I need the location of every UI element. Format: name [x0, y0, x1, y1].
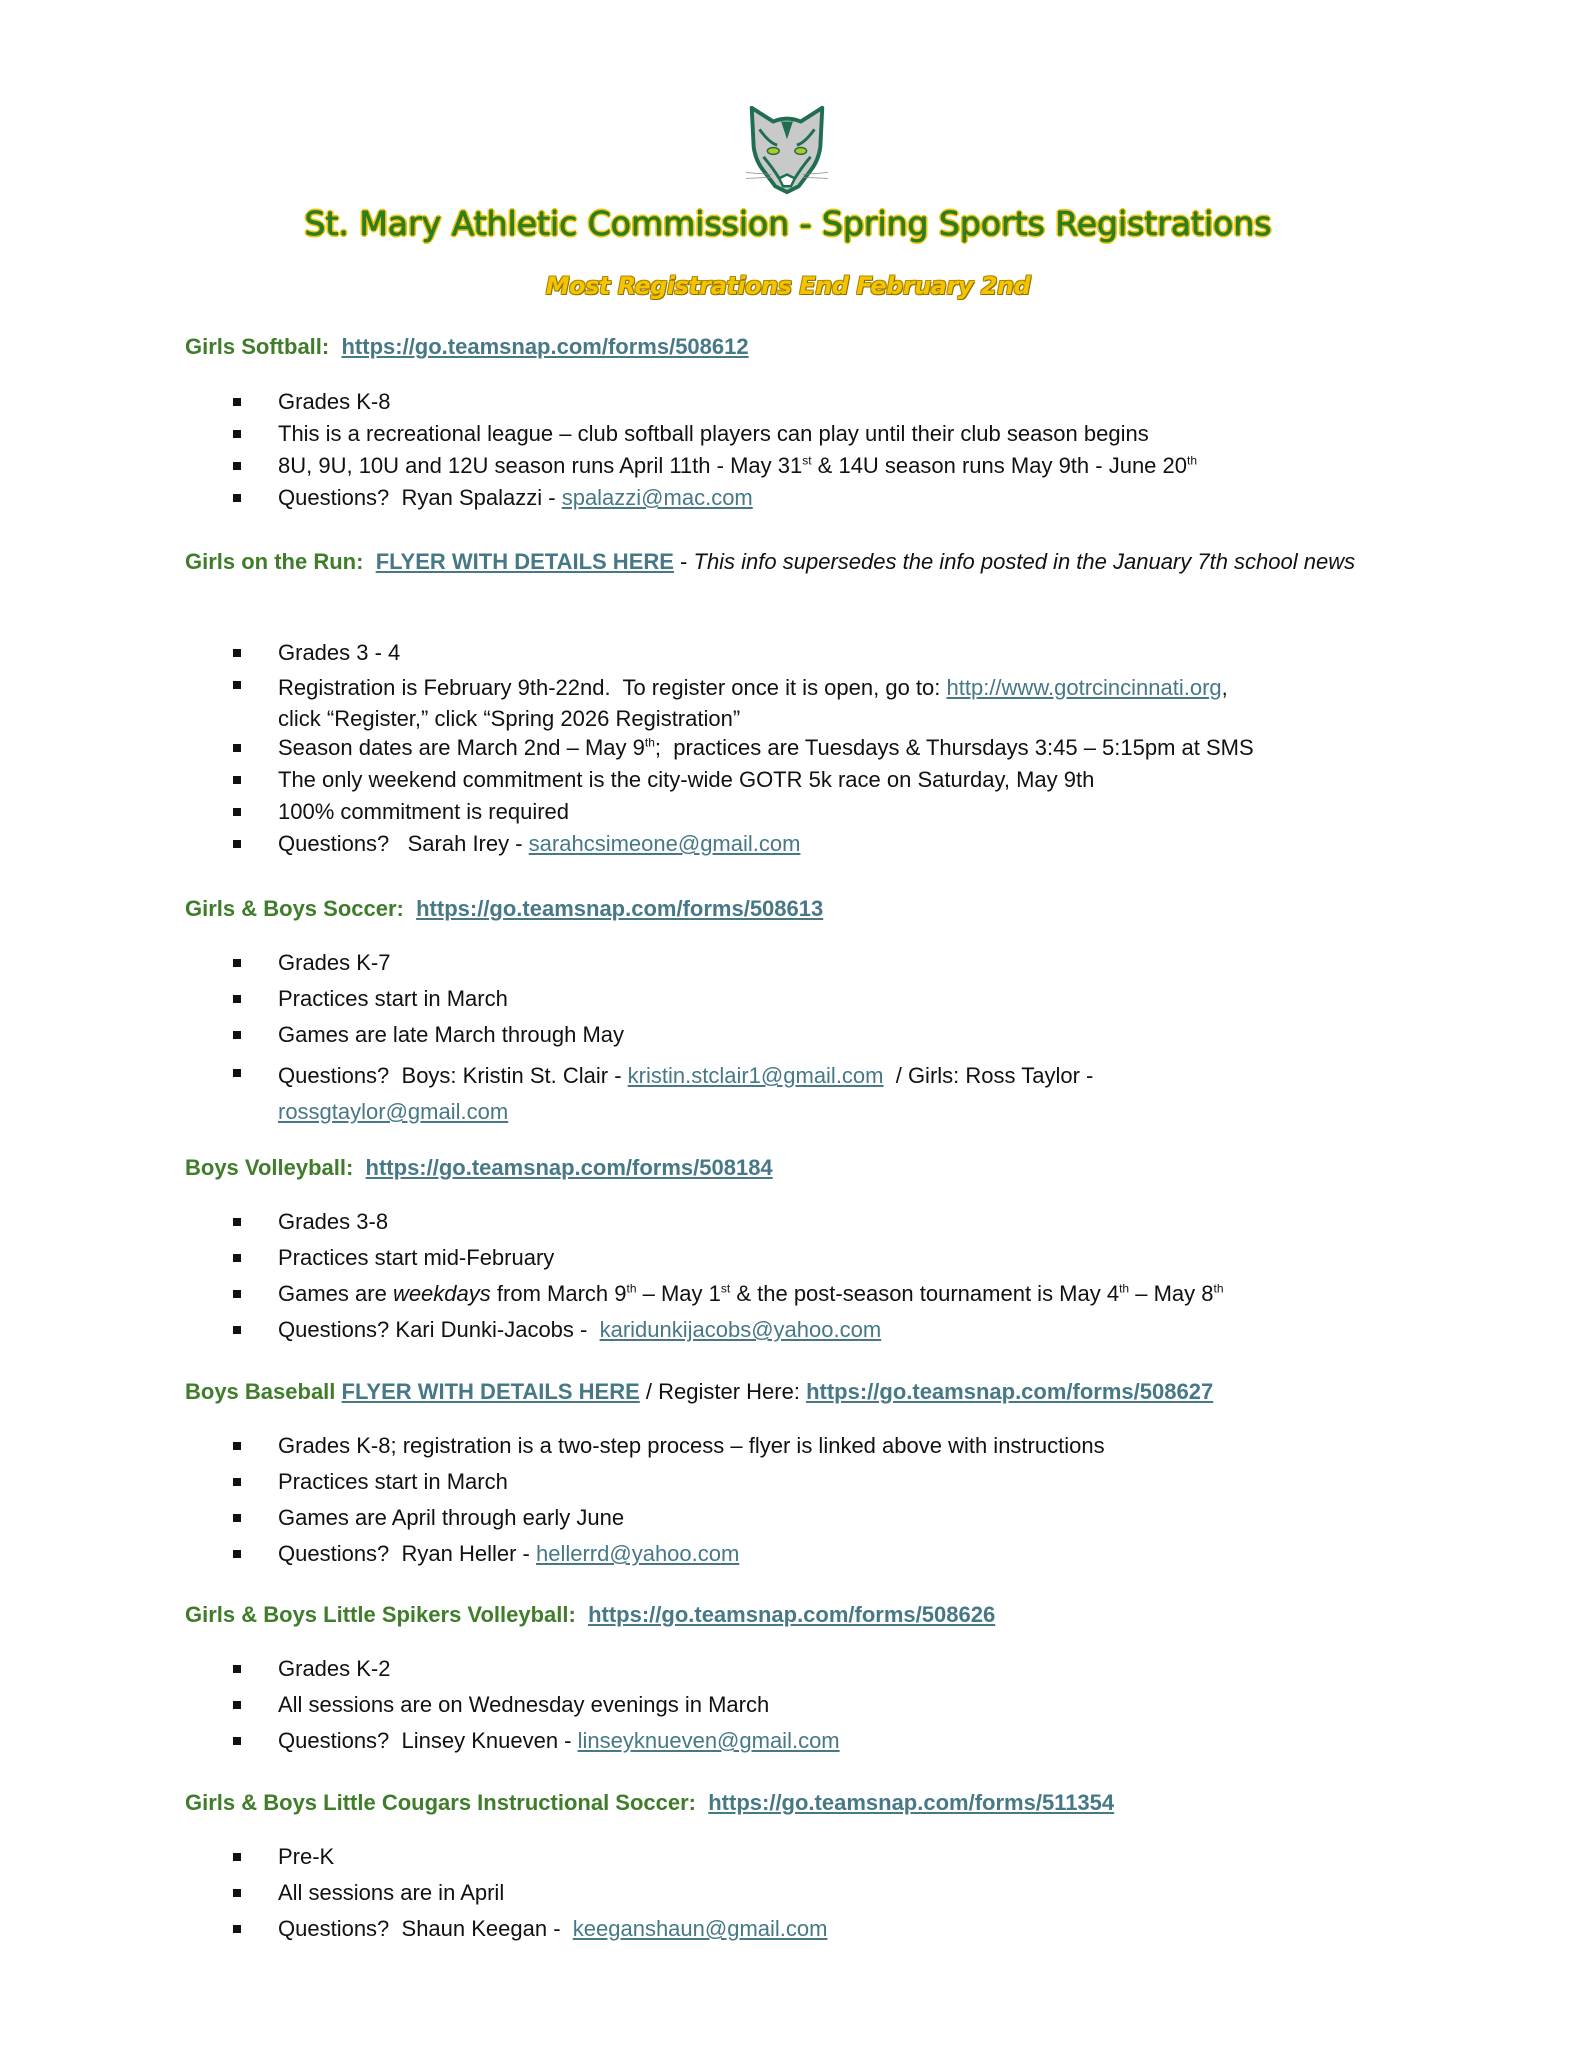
cougar-logo — [738, 100, 836, 198]
section-title: Girls Softball: — [185, 334, 330, 359]
section-title: Girls & Boys Soccer: — [185, 896, 404, 921]
list-item: Grades K-8; registration is a two-step process – flyer is linked above with instructions — [185, 1433, 1365, 1469]
list-item: Pre-K — [185, 1844, 1365, 1880]
list-item: Season dates are March 2nd – May 9th; practices are Tuesdays & Thursdays 3:45 – 5:15pm at SMS — [185, 735, 1365, 767]
bullet-icon — [233, 995, 241, 1003]
section-title: Girls & Boys Little Cougars Instructional Soccer: — [185, 1790, 696, 1815]
bullet-icon — [233, 1701, 241, 1709]
bullet-icon — [233, 1254, 241, 1262]
bullet-icon — [233, 1218, 241, 1226]
bullet-icon — [233, 1290, 241, 1298]
bullet-icon — [233, 398, 241, 406]
flyer-link[interactable]: FLYER WITH DETAILS HERE — [375, 549, 674, 574]
bullet-icon — [233, 1665, 241, 1673]
bullet-icon — [233, 430, 241, 438]
email-link[interactable]: spalazzi@mac.com — [561, 485, 753, 510]
registration-link[interactable]: https://go.teamsnap.com/forms/511354 — [708, 1790, 1115, 1815]
details-list — [185, 1656, 1365, 1764]
list-item: All sessions are in April — [185, 1880, 1365, 1916]
section-heading — [185, 1787, 1365, 1818]
section-heading — [185, 331, 1365, 362]
bullet-icon — [233, 1031, 241, 1039]
email-link[interactable]: rossgtaylor@gmail.com — [278, 1099, 509, 1124]
bullet-icon — [233, 1326, 241, 1334]
section-girls-softball — [185, 331, 1365, 510]
list-item: Questions? Shaun Keegan - keeganshaun@gmail.com — [185, 1916, 1365, 1952]
list-item: Questions? Ryan Heller - hellerrd@yahoo.com — [185, 1541, 1365, 1577]
list-item: Grades K-7 — [185, 950, 1365, 986]
section-title: Girls & Boys Little Spikers Volleyball: — [185, 1602, 576, 1627]
list-item: Questions? Kari Dunki-Jacobs - karidunkijacobs@yahoo.com — [185, 1317, 1365, 1353]
details-list — [185, 950, 1365, 1130]
bullet-icon — [233, 1889, 241, 1897]
list-item: Questions? Linsey Knueven - linseyknueven@gmail.com — [185, 1728, 1365, 1764]
list-item: Games are weekdays from March 9th – May 1st & the post-season tournament is May 4th – May 8th — [185, 1281, 1365, 1317]
email-link[interactable]: keeganshaun@gmail.com — [572, 1916, 828, 1941]
bullet-icon — [233, 1737, 241, 1745]
section-heading: Boys Baseball FLYER WITH DETAILS HERE / Register Here: https://go.teamsnap.com/forms/508627 — [185, 1379, 1214, 1404]
section-boys-baseball — [185, 1376, 1365, 1566]
bullet-icon — [233, 840, 241, 848]
section-boys-volleyball — [185, 1152, 1365, 1342]
email-link[interactable]: kristin.stclair1@gmail.com — [627, 1063, 884, 1088]
section-girls-on-the-run — [185, 546, 1365, 856]
section-heading — [185, 1599, 1365, 1630]
bullet-icon — [233, 1550, 241, 1558]
bullet-icon — [233, 1925, 241, 1933]
bullet-icon — [233, 1069, 241, 1077]
section-title: Boys Baseball — [185, 1379, 336, 1404]
section-heading: Girls on the Run: FLYER WITH DETAILS HERE - This info supersedes the info posted in the January 7th school news — [185, 549, 1356, 574]
email-link[interactable]: hellerrd@yahoo.com — [536, 1541, 740, 1566]
section-title: Girls on the Run: — [185, 549, 364, 574]
list-item: The only weekend commitment is the city-wide GOTR 5k race on Saturday, May 9th — [185, 767, 1365, 799]
bullet-icon — [233, 1853, 241, 1861]
list-item: Games are late March through May — [185, 1022, 1365, 1058]
bullet-icon — [233, 1442, 241, 1450]
list-item: Grades K-8 — [185, 389, 1365, 421]
registration-link[interactable]: https://go.teamsnap.com/forms/508613 — [416, 896, 824, 921]
bullet-icon — [233, 959, 241, 967]
email-link[interactable]: sarahcsimeone@gmail.com — [528, 831, 801, 856]
list-item: This is a recreational league – club softball players can play until their club season begins — [185, 421, 1365, 453]
bullet-icon — [233, 808, 241, 816]
email-link[interactable]: karidunkijacobs@yahoo.com — [599, 1317, 882, 1342]
section-little-spikers-volleyball — [185, 1599, 1365, 1753]
section-note: This info supersedes the info posted in the January 7th school news — [693, 549, 1356, 574]
registration-link[interactable]: https://go.teamsnap.com/forms/508626 — [588, 1602, 996, 1627]
list-item: Practices start in March — [185, 986, 1365, 1022]
bullet-icon — [233, 776, 241, 784]
list-item: Grades 3-8 — [185, 1209, 1365, 1245]
details-list — [185, 1433, 1365, 1577]
bullet-icon — [233, 649, 241, 657]
list-item: Practices start mid-February — [185, 1245, 1365, 1281]
bullet-icon — [233, 681, 241, 689]
details-list — [185, 1209, 1365, 1353]
bullet-icon — [233, 1514, 241, 1522]
bullet-icon — [233, 1478, 241, 1486]
bullet-icon — [233, 494, 241, 502]
list-item: Grades K-2 — [185, 1656, 1365, 1692]
bullet-icon — [233, 462, 241, 470]
registration-link[interactable]: https://go.teamsnap.com/forms/508612 — [341, 334, 749, 359]
registration-link[interactable]: https://go.teamsnap.com/forms/508627 — [806, 1379, 1214, 1404]
list-item: Questions? Ryan Spalazzi - spalazzi@mac.com — [185, 485, 1365, 517]
flyer-link[interactable]: FLYER WITH DETAILS HERE — [341, 1379, 640, 1404]
details-list — [185, 1844, 1365, 1952]
list-item: 8U, 9U, 10U and 12U season runs April 11th - May 31st & 14U season runs May 9th - June 20th — [185, 453, 1365, 485]
website-link[interactable]: http://www.gotrcincinnati.org — [946, 675, 1222, 700]
list-item: 100% commitment is required — [185, 799, 1365, 831]
bullet-icon — [233, 744, 241, 752]
list-item: Questions? Boys: Kristin St. Clair - kristin.stclair1@gmail.com / Girls: Ross Taylor - rossgtaylor@gmail.com — [185, 1058, 1365, 1130]
page-subtitle: Most Registrations End February 2nd — [545, 272, 1031, 300]
list-item: Questions? Sarah Irey - sarahcsimeone@gmail.com — [185, 831, 1365, 863]
list-item: All sessions are on Wednesday evenings in March — [185, 1692, 1365, 1728]
registration-link[interactable]: https://go.teamsnap.com/forms/508184 — [365, 1155, 773, 1180]
details-list — [185, 389, 1365, 517]
section-heading — [185, 1152, 1365, 1183]
page-title: St. Mary Athletic Commission - Spring Sports Registrations — [304, 204, 1272, 243]
email-link[interactable]: linseyknueven@gmail.com — [577, 1728, 840, 1753]
list-item: Games are April through early June — [185, 1505, 1365, 1541]
list-item: Practices start in March — [185, 1469, 1365, 1505]
list-item: Registration is February 9th-22nd. To register once it is open, go to: http://www.gotrcincinnati.org, click “Register,” click “Spring 2026 Registration” — [185, 672, 1365, 735]
section-girls-boys-soccer — [185, 893, 1365, 1124]
section-title: Boys Volleyball: — [185, 1155, 354, 1180]
details-list — [185, 640, 1365, 863]
list-item: Grades 3 - 4 — [185, 640, 1365, 672]
section-heading — [185, 893, 1365, 924]
section-little-cougars-soccer — [185, 1787, 1365, 1941]
